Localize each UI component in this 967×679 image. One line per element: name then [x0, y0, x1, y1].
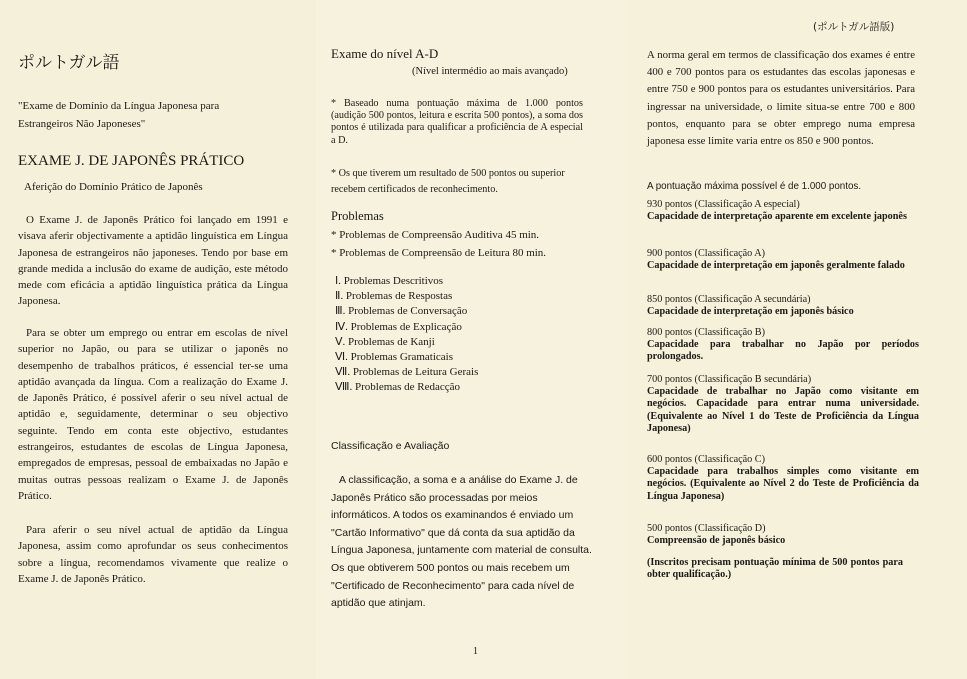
classification-title: Classificação e Avaliação — [331, 440, 450, 452]
level-item — [647, 327, 919, 364]
list-item: Ⅰ. Problemas Descritivos — [335, 275, 444, 287]
exam-name-line-1: "Exame de Domínio da Língua Japonesa para — [18, 100, 220, 112]
list-item: Ⅲ. Problemas de Conversação — [335, 305, 468, 318]
max-score-note: A pontuação máxima possível é de 1.000 pontos. — [647, 181, 862, 192]
list-item: * Problemas de Compreensão de Leitura 80 min. — [331, 247, 547, 259]
language-label: ポルトガル語 — [18, 53, 120, 73]
page-number: 1 — [473, 646, 478, 657]
list-item: * Problemas de Compreensão Auditiva 45 min. — [331, 229, 540, 241]
level-heading: 900 pontos (Classificação A) — [647, 248, 765, 259]
minimum-score-note: (Inscritos precisam pontuação mínima de 500 pontos para obter qualificação.) — [647, 557, 903, 581]
level-item — [647, 248, 919, 272]
version-label: (ポルトガル語版) — [813, 21, 895, 33]
intro-paragraph: O Exame J. de Japonês Prático foi lançado em 1991 e visava aferir objectivamente a aptidão linguística em Língua Japonesa de estrangeiros não japoneses. Tendo por base em grande medida a inclusão do exame de audição, este método mede com eficácia a aptidão linguística prática da Língua Japonesa. — [18, 214, 288, 308]
problems-duration-list — [331, 226, 546, 262]
level-heading: 930 pontos (Classificação A especial) — [647, 199, 800, 210]
level-description: Capacidade para trabalhar no Japão por períodos prolongados. — [647, 339, 919, 363]
purpose-paragraph: Para se obter um emprego ou entrar em escolas de nível superior no Japão, ou para se utilizar o japonês no desempenho de trabalhos práticos, é essencial ter-se uma aptidão avançada da língua. Com a realização do Exame J. de Japonês Prático, é possível aferir o seu nível actual de aptidão e, seguidamente, determinar o seu objectivo seguinte. Tendo em conta este objectivo, estudantes estrangeiros, estudantes de escolas de Língua Japonesa, empregados de empresas, pessoal de embaixadas no Japão e muitas outras pessoas realizam o Exame J. de Japonês Prático. — [18, 327, 288, 502]
level-item — [647, 454, 919, 503]
list-item: Ⅴ. Problemas de Kanji — [335, 335, 435, 348]
level-item — [647, 199, 919, 223]
level-description: Capacidade de interpretação em japonês geralmente falado — [647, 260, 905, 272]
level-heading: 500 pontos (Classificação D) — [647, 523, 766, 534]
score-norms-paragraph: A norma geral em termos de classificação dos exames é entre 400 e 700 pontos para os estudantes das escolas japonesas e entre 750 e 900 pontos para os estudantes universitários. Para ingressar na universidade, o limite situa-se entre 700 e 800 pontos, enquanto para se obter emprego numa empresa japonesa esse limite varia entre os 850 e 900 pontos. — [647, 49, 915, 148]
level-description: Capacidade de interpretação em japonês básico — [647, 306, 854, 318]
main-title: EXAME J. DE JAPONÊS PRÁTICO — [18, 153, 245, 169]
level-item — [647, 374, 919, 435]
classification-text: A classificação, a soma e a análise do Exame J. de Japonês Prático são processadas por meios informáticos. A todos os examinandos é enviado um "Cartão Informativo" que dá conta da sua aptidão da Língua Japonesa, juntamente com material de consulta. Os que obtiverem 500 pontos ou mais recebem um "Certificado de Reconhecimento" para cada nível de aptidão que atinjam. — [331, 474, 592, 610]
subtitle: Aferição do Domínio Prático de Japonês — [24, 181, 203, 193]
list-item: Ⅱ. Problemas de Respostas — [335, 290, 453, 303]
level-heading: 800 pontos (Classificação B) — [647, 327, 765, 338]
exam-level-subtitle: (Nível intermédio ao mais avançado) — [412, 66, 568, 77]
right-panel — [629, 0, 967, 679]
scoring-note: * Baseado numa pontuação máxima de 1.000 pontos (audição 500 pontos, leitura e escrita 500 pontos), a soma dos pontos é utilizada para qualificar a proficiência de A especial a D. — [331, 98, 583, 146]
level-description: Capacidade para trabalhos simples como visitante em negócios. (Equivalente ao Nível 2 do Teste de Proficiência da Língua Japonesa) — [647, 466, 919, 502]
exam-name-line-2: Estrangeiros Não Japoneses" — [18, 118, 146, 130]
left-panel — [0, 0, 316, 679]
list-item: Ⅵ. Problemas Gramaticais — [335, 351, 453, 364]
exam-level-title: Exame do nível A-D — [331, 46, 439, 61]
level-item — [647, 294, 919, 318]
level-heading: 850 pontos (Classificação A secundária) — [647, 294, 811, 305]
middle-panel — [316, 0, 629, 679]
problem-types-list — [335, 274, 478, 396]
recommendation-paragraph: Para aferir o seu nível actual de aptidão da Língua Japonesa, assim como aprofundar os seus conhecimentos sobre a língua, recomendamos vivamente que realize o Exame J. de Japonês Prático. — [18, 524, 288, 585]
level-heading: 600 pontos (Classificação C) — [647, 454, 765, 465]
level-description: Compreensão de japonês básico — [647, 535, 786, 547]
list-item: Ⅳ. Problemas de Explicação — [335, 320, 462, 333]
problems-title: Problemas — [331, 209, 384, 223]
level-heading: 700 pontos (Classificação B secundária) — [647, 374, 812, 385]
level-description: Capacidade de interpretação aparente em excelente japonês — [647, 211, 907, 223]
list-item: Ⅶ. Problemas de Leitura Gerais — [335, 366, 479, 379]
level-item — [647, 523, 919, 547]
certificate-note: * Os que tiverem um resultado de 500 pontos ou superior recebem certificados de reconhecimento. — [331, 168, 565, 195]
list-item: Ⅷ. Problemas de Redacção — [335, 381, 461, 394]
level-description: Capacidade de trabalhar no Japão como visitante em negócios. Capacidade para entrar numa universidade. (Equivalente ao Nível 1 do Teste de Proficiência da Língua Japonesa) — [647, 386, 919, 434]
